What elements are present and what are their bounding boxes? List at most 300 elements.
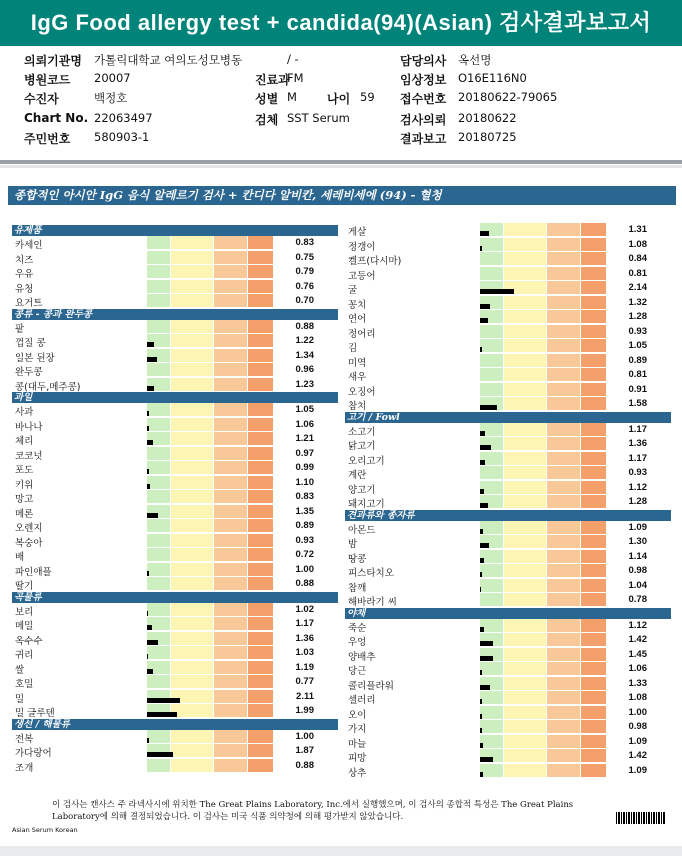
reference-zone [547,619,580,632]
food-name: 피망 [348,753,367,764]
result-indicator [480,347,482,352]
reference-zone [547,281,580,294]
reference-zone [547,706,580,719]
reference-zone [480,691,503,704]
reference-bar [480,550,608,563]
reference-zone [214,432,247,445]
reference-zone [248,661,273,674]
reference-zone [248,236,273,249]
food-name: 계란 [348,470,367,481]
reference-zone [214,577,247,590]
result-row [345,397,675,412]
reference-zone [504,677,546,690]
reference-bar [147,505,275,518]
reference-zone [248,490,273,503]
result-row [12,476,342,491]
reference-zone [504,397,546,410]
reference-zone [214,320,247,333]
reference-bar [480,633,608,646]
result-row [345,749,675,764]
reference-zone [504,706,546,719]
reference-bar [480,296,608,309]
food-name: 메론 [15,508,34,520]
reference-zone [171,519,213,532]
reference-zone [171,744,213,757]
result-row [12,432,342,447]
food-name: 밀 [15,693,25,705]
reference-zone [547,495,580,508]
result-indicator [480,231,489,236]
result-indicator [147,654,148,659]
info-label: 진료과 [255,73,290,87]
info-value: M [287,90,297,104]
result-indicator [147,484,150,489]
reference-bar [480,535,608,548]
reference-zone [504,535,546,548]
reference-bar [480,579,608,592]
result-value: 0.77 [295,676,314,687]
result-row [12,632,342,647]
reference-bar [147,294,275,307]
result-row [345,296,675,311]
section-header: 견과류와 종자류 [345,510,671,521]
reference-zone [248,759,273,772]
reference-zone [147,730,170,743]
reference-zone [581,383,606,396]
result-value: 0.84 [628,253,647,264]
reference-zone [147,646,170,659]
reference-zone [248,432,273,445]
result-row [345,633,675,648]
result-value: 1.12 [628,481,647,493]
reference-zone [214,548,247,561]
result-indicator [147,386,154,391]
reference-bar [480,397,608,410]
reference-zone [547,749,580,762]
result-indicator [147,571,149,576]
reference-zone [214,334,247,347]
result-indicator [147,625,152,630]
result-value: 1.08 [628,238,647,250]
reference-zone [171,378,213,391]
reference-bar [480,677,608,690]
reference-zone [547,481,580,494]
reference-zone [214,563,247,576]
reference-zone [214,251,247,264]
reference-bar [480,339,608,352]
reference-zone [547,593,580,606]
result-value: 1.31 [628,224,647,235]
result-value: 0.93 [295,534,314,546]
reference-zone [547,325,580,338]
reference-zone [171,577,213,590]
result-value: 0.70 [295,295,314,306]
result-row [12,661,342,676]
result-value: 1.06 [628,663,647,674]
reference-zone [480,325,503,338]
food-name: 망고 [15,494,34,505]
food-name: 참깨 [348,582,367,594]
reference-zone [581,238,606,251]
result-value: 1.09 [628,521,647,533]
result-row [12,759,342,774]
result-row [12,265,342,280]
reference-zone [547,296,580,309]
reference-zone [581,691,606,704]
reference-zone [214,632,247,645]
food-name: 오이 [348,709,367,721]
reference-zone [480,252,503,265]
result-value: 1.42 [628,750,647,761]
reference-zone [171,730,213,743]
reference-zone [547,383,580,396]
food-name: 당근 [348,666,367,677]
reference-zone [504,619,546,632]
result-row [345,691,675,706]
report-title: IgG Food allergy test + candida(94)(Asian) 검사결과보고서 [0,0,682,46]
result-value: 1.17 [628,452,647,464]
result-value: 1.14 [628,550,647,562]
food-name: 콩(대두,메주콩) [15,381,81,393]
reference-bar [147,320,275,333]
reference-zone [171,447,213,460]
reference-zone [214,534,247,547]
food-name: 귀리 [15,650,34,661]
reference-zone [504,437,546,450]
reference-zone [248,476,273,489]
reference-zone [214,744,247,757]
reference-zone [214,418,247,431]
food-name: 일본 된장 [15,352,55,364]
result-row [345,252,675,267]
reference-zone [147,548,170,561]
result-value: 0.88 [295,578,314,589]
food-name: 꽁치 [348,299,367,311]
reference-zone [504,579,546,592]
reference-zone [147,265,170,278]
reference-zone [581,325,606,338]
reference-zone [480,339,503,352]
result-row [345,662,675,677]
result-row [345,735,675,750]
reference-zone [504,252,546,265]
reference-zone [504,325,546,338]
result-row [345,550,675,565]
reference-zone [504,495,546,508]
food-name: 닭고기 [348,441,376,452]
result-indicator [147,640,158,645]
reference-zone [547,764,580,777]
reference-zone [248,505,273,518]
food-name: 우엉 [348,637,367,648]
reference-bar [147,563,275,576]
food-name: 카세인 [15,240,43,251]
result-row [12,490,342,505]
reference-zone [547,452,580,465]
reference-zone [547,564,580,577]
result-row [345,383,675,398]
food-name: 참치 [348,401,367,412]
reference-zone [248,603,273,616]
reference-zone [214,447,247,460]
food-name: 껍질 콩 [15,338,46,349]
result-row [345,423,675,438]
result-value: 1.22 [295,335,314,346]
result-row [12,690,342,705]
food-name: 땅콩 [348,553,367,565]
food-name: 복숭아 [15,537,43,549]
reference-zone [171,759,213,772]
reference-zone [214,603,247,616]
reference-zone [547,339,580,352]
result-row [345,521,675,536]
result-row [345,535,675,550]
reference-zone [581,452,606,465]
reference-zone [214,265,247,278]
reference-zone [147,461,170,474]
info-value: 옥선명 [458,53,492,67]
reference-bar [480,619,608,632]
reference-zone [480,521,503,534]
food-name: 코코넛 [15,450,43,462]
reference-zone [147,476,170,489]
reference-zone [248,744,273,757]
info-value: O16E116N0 [458,71,527,85]
reference-zone [581,339,606,352]
result-value: 1.28 [628,496,647,507]
result-indicator [480,699,482,704]
reference-zone [147,534,170,547]
food-name: 오렌지 [15,523,43,534]
result-value: 0.97 [295,447,314,459]
food-name: 바나나 [15,421,43,433]
food-name: 호밀 [15,679,34,690]
result-indicator [480,656,493,661]
reference-zone [480,720,503,733]
reference-zone [214,403,247,416]
food-name: 새우 [348,372,367,383]
reference-zone [171,294,213,307]
result-row [12,334,342,349]
food-name: 키위 [15,479,34,491]
reference-zone [171,334,213,347]
reference-zone [214,280,247,293]
result-row [12,320,342,335]
result-row [12,349,342,364]
reference-zone [248,280,273,293]
info-label: 수진자 [24,92,59,106]
reference-bar [147,577,275,590]
reference-zone [171,265,213,278]
reference-bar [147,363,275,376]
result-value: 1.34 [295,349,314,361]
reference-zone [581,267,606,280]
reference-zone [214,646,247,659]
food-name: 정갱이 [348,241,376,253]
reference-zone [581,397,606,410]
reference-zone [248,461,273,474]
result-value: 1.05 [295,404,314,415]
result-row [345,564,675,579]
reference-zone [147,363,170,376]
result-row [12,280,342,295]
reference-bar [480,495,608,508]
reference-zone [504,466,546,479]
reference-zone [248,632,273,645]
reference-zone [248,704,273,717]
reference-zone [248,251,273,264]
info-label: 병원코드 [24,73,71,87]
result-row [345,437,675,452]
section-header: 유제품 [12,225,338,236]
reference-bar [147,617,275,630]
reference-zone [504,764,546,777]
result-value: 0.83 [295,491,314,502]
food-name: 가지 [348,724,367,735]
reference-zone [581,593,606,606]
reference-zone [581,735,606,748]
food-name: 쌀 [15,664,25,676]
result-value: 0.93 [628,325,647,337]
reference-zone [504,383,546,396]
result-value: 1.28 [628,311,647,322]
reference-bar [480,310,608,323]
reference-zone [248,294,273,307]
reference-bar [147,418,275,431]
result-row [12,563,342,578]
food-name: 오징어 [348,386,376,398]
reference-zone [504,423,546,436]
reference-zone [504,368,546,381]
reference-zone [547,354,580,367]
info-value: 20007 [94,71,131,85]
result-indicator [480,460,485,465]
result-indicator [147,469,149,474]
reference-bar [480,252,608,265]
result-row [345,619,675,634]
info-label: 임상정보 [400,73,447,87]
result-value: 1.06 [295,418,314,430]
food-name: 가다랑어 [15,748,52,759]
result-value: 1.42 [628,634,647,645]
reference-zone [171,476,213,489]
divider [0,165,682,168]
result-indicator [147,738,149,743]
reference-zone [248,675,273,688]
reference-zone [248,363,273,376]
result-row [345,720,675,735]
result-value: 1.12 [628,619,647,631]
reference-zone [504,267,546,280]
result-value: 1.99 [295,705,314,716]
result-value: 1.02 [295,603,314,615]
footer-note: 이 검사는 캔사스 주 라넥사시에 위치한 The Great Plains Laboratory, Inc.에서 실행했으며, 이 검사의 종합적 특성은 The Great Plains Laboratory에 의해 결정되었습니다. 이 검사는 미국 식품 의약청에 의해 평가받지 않았습니다. [52,800,574,822]
food-name: 요거트 [15,298,43,309]
food-name: 양고기 [348,484,376,496]
result-value: 1.33 [628,677,647,689]
reference-zone [480,383,503,396]
reference-zone [504,223,546,236]
reference-zone [547,550,580,563]
reference-zone [214,730,247,743]
reference-zone [214,349,247,362]
info-row [0,130,682,148]
reference-zone [248,548,273,561]
result-row [345,495,675,510]
result-indicator [480,246,482,251]
reference-zone [581,662,606,675]
result-value: 1.09 [628,764,647,776]
info-value: 22063497 [94,111,153,125]
reference-zone [480,466,503,479]
food-name: 아몬드 [348,524,376,536]
reference-bar [480,648,608,661]
reference-zone [504,735,546,748]
reference-zone [171,418,213,431]
reference-zone [581,579,606,592]
reference-zone [504,296,546,309]
reference-zone [504,339,546,352]
bottom-strip [0,846,682,856]
info-label: Chart No. [24,111,89,125]
result-value: 0.99 [295,462,314,473]
result-value: 0.93 [628,467,647,478]
reference-zone [547,437,580,450]
reference-zone [214,759,247,772]
result-value: 1.04 [628,579,647,591]
reference-zone [581,368,606,381]
reference-zone [547,397,580,410]
reference-zone [171,236,213,249]
result-row [12,403,342,418]
reference-zone [581,550,606,563]
reference-zone [171,280,213,293]
result-row [345,677,675,692]
reference-zone [480,662,503,675]
food-name: 소고기 [348,426,376,438]
result-value: 0.96 [295,364,314,375]
reference-zone [547,368,580,381]
result-indicator [480,757,493,762]
reference-zone [248,563,273,576]
result-value: 0.88 [295,320,314,332]
result-value: 0.89 [295,520,314,531]
reference-zone [248,577,273,590]
reference-zone [171,534,213,547]
reference-zone [214,704,247,717]
reference-zone [581,437,606,450]
reference-zone [171,646,213,659]
info-value: FM [287,71,304,85]
reference-zone [480,238,503,251]
reference-zone [547,267,580,280]
result-row [12,675,342,690]
reference-zone [214,461,247,474]
reference-zone [171,661,213,674]
result-row [12,505,342,520]
info-row [0,90,682,108]
divider [0,160,682,164]
reference-zone [547,579,580,592]
reference-zone [147,447,170,460]
result-row [345,368,675,383]
reference-zone [171,403,213,416]
result-value: 1.00 [295,563,314,575]
reference-bar [480,238,608,251]
reference-zone [248,646,273,659]
result-row [345,593,675,608]
reference-bar [147,759,275,772]
